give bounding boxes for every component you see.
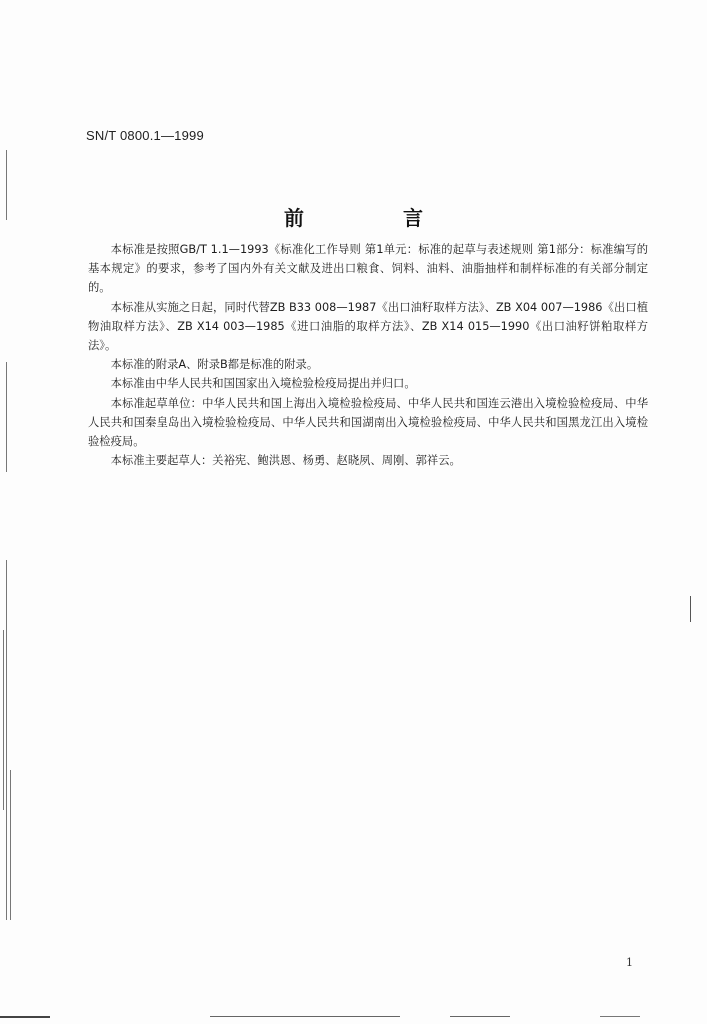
paragraph: 本标准主要起草人：关裕宪、鲍洪恩、杨勇、赵晓夙、周刚、郭祥云。 <box>110 454 461 468</box>
scan-edge-mark <box>690 596 691 622</box>
scan-bottom-mark <box>450 1016 510 1017</box>
scan-bottom-mark <box>0 1016 50 1018</box>
section-title: 前 言 <box>284 206 469 230</box>
scan-edge-line <box>10 770 11 920</box>
preface-body <box>88 240 648 470</box>
scan-bottom-mark <box>600 1016 640 1017</box>
page-number: 1 <box>626 956 633 969</box>
paragraph: 本标准是按照GB/T 1.1—1993《标准化工作导则 第1单元：标准的起草与表述规则 第1部分：标准编写的基本规定》的要求，参考了国内外有关文献及进出口粮食、饲料、油料、油脂抽样和制样标准的有关部分制定的。 <box>88 243 648 295</box>
paragraph: 本标准起草单位：中华人民共和国上海出入境检验检疫局、中华人民共和国连云港出入境检验检疫局、中华人民共和国秦皇岛出入境检验检疫局、中华人民共和国湖南出入境检验检疫局、中华人民共和国黑龙江出入境检验检疫局。 <box>88 396 648 449</box>
scan-edge-line <box>3 630 4 810</box>
scan-bottom-mark <box>210 1016 400 1017</box>
paragraph: 本标准的附录A、附录B都是标准的附录。 <box>110 358 319 372</box>
paragraph: 本标准由中华人民共和国国家出入境检验检疫局提出并归口。 <box>110 377 416 391</box>
scan-edge-line <box>6 362 7 472</box>
document-code: SN/T 0800.1—1999 <box>86 128 204 143</box>
scan-edge-line <box>6 560 7 920</box>
paragraph: 本标准从实施之日起，同时代替ZB B33 008—1987《出口油籽取样方法》、ZB X04 007—1986《出口植物油取样方法》、ZB X14 003—1985《进口油脂的取样方法》、ZB X14 015—1990《出口油籽饼粕取样方法》。 <box>88 300 648 353</box>
